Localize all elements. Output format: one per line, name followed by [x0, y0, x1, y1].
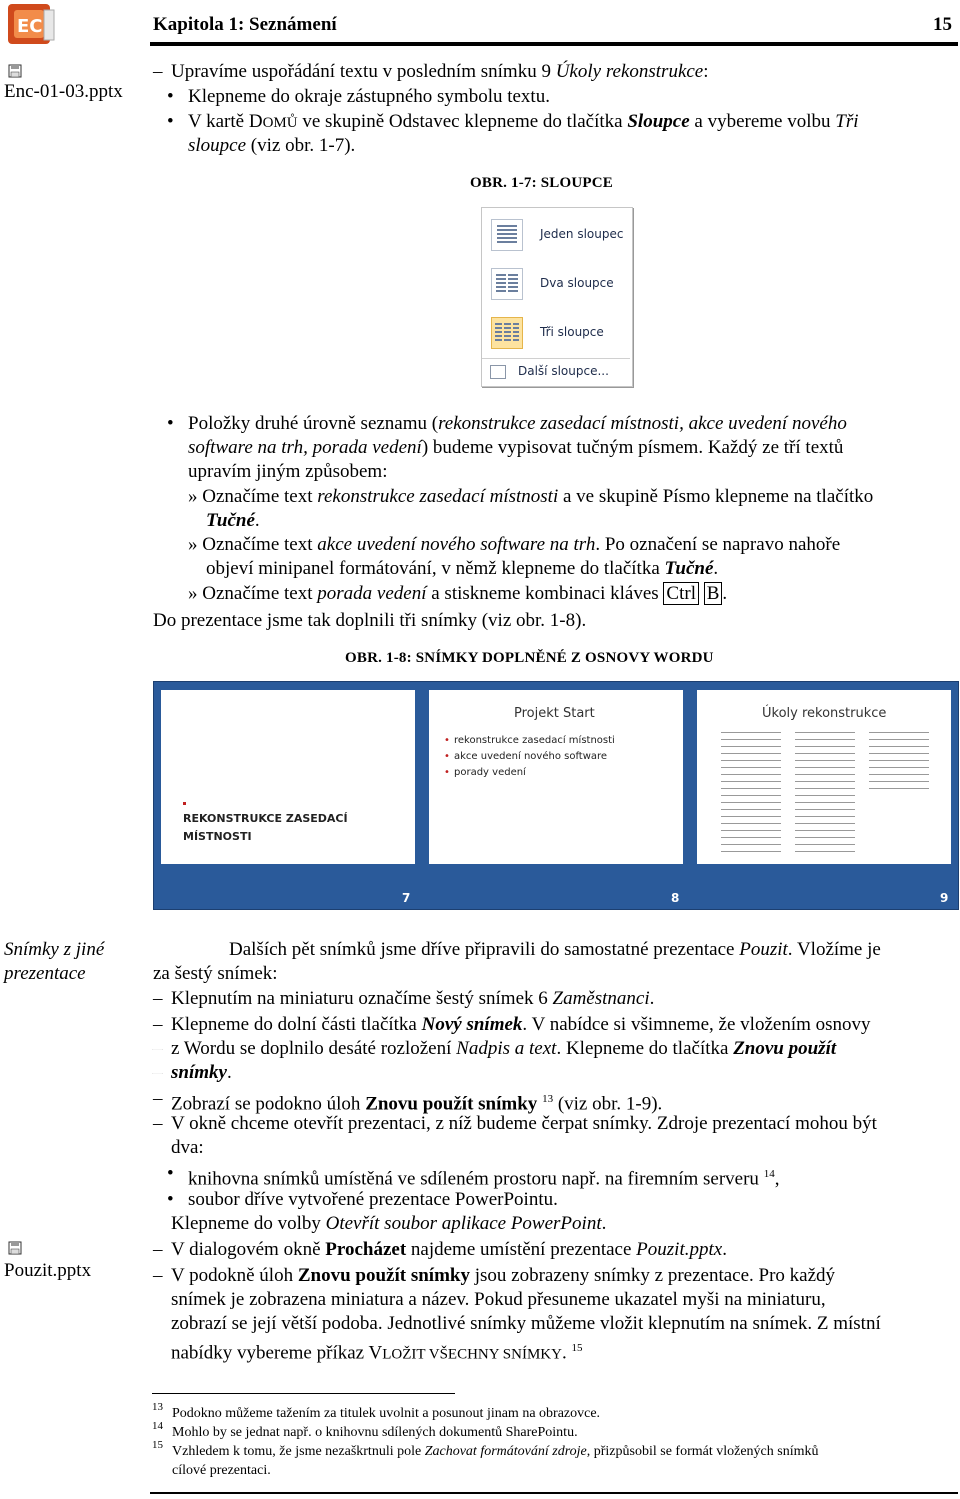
margin-file-name: Pouzit.pptx: [4, 1260, 92, 1281]
menu-item-two-columns[interactable]: [482, 263, 630, 303]
menu-item-label: Dva sloupce: [540, 276, 614, 290]
slide-sorter: [153, 681, 959, 910]
paragraph: – V okně chceme otevřít prezentaci, z níž budeme čerpat snímky. Zdroje prezentací mohou být: [153, 1112, 960, 1136]
one-column-icon: [491, 219, 523, 251]
paragraph: sloupce (viz obr. 1-7).: [188, 135, 356, 156]
columns-menu: [481, 207, 633, 387]
footnote-text: Mohlo by se jednat např. o knihovnu sdílených dokumentů SharePointu.: [172, 1425, 578, 1440]
slide-title: Projekt Start: [514, 706, 595, 721]
paragraph: • V kartě DOMŮ ve skupině Odstavec klepneme do tlačítka Sloupce a vybereme volbu Tři: [153, 110, 960, 135]
menu-item-label: Jeden sloupec: [540, 227, 624, 241]
page-number: 15: [933, 14, 952, 35]
slide-column-text: [869, 732, 929, 792]
footnote-text: Vzhledem k tomu, že jsme nezaškrtnuli pole Zachovat formátování zdroje, přizpůsobil se formát vložených snímků: [172, 1444, 819, 1459]
menu-item-label: Další sloupce...: [518, 364, 609, 378]
slide-thumbnail-9[interactable]: [697, 690, 951, 864]
paragraph: – Zobrazí se podokno úloh Znovu použít snímky $^{13}$ (viz obr. 1-9).: [153, 1087, 960, 1116]
slide-number: 9: [940, 891, 949, 905]
chapter-title: Kapitola 1: Seznámení: [153, 14, 337, 35]
paragraph: – – snímky.: [153, 1061, 960, 1085]
paragraph: Tučné.: [206, 510, 260, 531]
menu-divider: [482, 358, 630, 359]
bullet-marker: [183, 802, 186, 805]
disk-icon: [8, 1239, 22, 1261]
slide-bullet: • porady vedení: [454, 767, 526, 778]
paragraph: Do prezentace jsme tak doplnili tři snímky (viz obr. 1-8).: [153, 610, 587, 631]
margin-note: prezentace: [4, 963, 86, 984]
paragraph: Klepneme do volby Otevřít soubor aplikace PowerPoint.: [171, 1213, 607, 1234]
paragraph: » Označíme text akce uvedení nového software na trh. Po označení se napravo nahoře: [188, 534, 841, 555]
paragraph: • knihovna snímků umístěná ve sdíleném prostoru např. na firemním serveru $^{14}$,: [153, 1162, 960, 1191]
svg-text:EC: EC: [17, 16, 43, 37]
footnote-text: cílové prezentaci.: [172, 1463, 271, 1478]
slide-text: REKONSTRUKCE ZASEDACÍ: [183, 812, 348, 825]
paragraph: objeví minipanel formátování, v němž klepneme do tlačítka Tučné.: [206, 558, 719, 579]
margin-note: Snímky z jiné: [4, 939, 105, 960]
paragraph: – – z Wordu se doplnilo desáté rozložení Nadpis a text. Klepneme do tlačítka Znovu použít: [153, 1037, 960, 1061]
slide-title: Úkoly rekonstrukce: [762, 706, 887, 721]
paragraph: • Klepneme do okraje zástupného symbolu textu.: [153, 85, 960, 109]
header-rule: [150, 42, 958, 46]
menu-item-label: Tři sloupce: [540, 325, 604, 339]
paragraph: – Klepneme do dolní části tlačítka Nový snímek. V nabídce si všimneme, že vložením osnovy: [153, 1013, 960, 1037]
paragraph: – Upravíme uspořádání textu v posledním snímku 9 Úkoly rekonstrukce:: [153, 60, 960, 84]
app-logo-icon: [6, 2, 58, 48]
footnote-number: 14: [152, 1420, 163, 1432]
slide-column-text: [795, 732, 855, 852]
slide-thumbnail-7[interactable]: [161, 690, 415, 864]
footer-rule: [150, 1492, 958, 1494]
paragraph: upravím jiným způsobem:: [188, 461, 388, 482]
figure-caption: OBR. 1-8: SNÍMKY DOPLNĚNÉ Z OSNOVY WORDU: [345, 650, 714, 666]
footnote-number: 15: [152, 1439, 163, 1451]
paragraph: – V podokně úloh Znovu použít snímky jsou zobrazeny snímky z prezentace. Pro každý: [153, 1264, 960, 1288]
slide-column-text: [721, 732, 781, 852]
paragraph: • soubor dříve vytvořené prezentace PowerPointu.: [153, 1188, 960, 1212]
paragraph: dva:: [171, 1137, 204, 1158]
three-columns-icon: [491, 317, 523, 349]
paragraph: – Klepnutím na miniaturu označíme šestý snímek 6 Zaměstnanci.: [153, 987, 960, 1011]
slide-thumbnail-8[interactable]: [429, 690, 683, 864]
slide-number: 7: [402, 891, 411, 905]
menu-item-more-columns[interactable]: [482, 361, 630, 383]
paragraph: snímek je zobrazena miniatura a název. Pokud přesuneme ukazatel myši na miniaturu,: [171, 1289, 826, 1310]
footnote-number: 13: [152, 1401, 163, 1413]
footnote-rule: [152, 1393, 455, 1394]
paragraph: • Položky druhé úrovně seznamu (rekonstrukce zasedací místnosti, akce uvedení nového: [153, 412, 960, 436]
paragraph: zobrazí se její větší podoba. Jednotlivé snímky můžeme vložit klepnutím na snímek. Z místní: [171, 1313, 881, 1334]
more-columns-icon: [490, 365, 506, 379]
menu-item-one-column[interactable]: [482, 214, 630, 254]
slide-text: MÍSTNOSTI: [183, 830, 252, 843]
figure-caption: OBR. 1-7: SLOUPCE: [470, 175, 613, 191]
slide-number: 8: [671, 891, 680, 905]
paragraph: nabídky vybereme příkaz VLOŽIT VŠECHNY SNÍMKY. $^{15}$: [171, 1342, 583, 1364]
paragraph: za šestý snímek:: [153, 963, 278, 984]
paragraph: » Označíme text porada vedení a stiskneme kombinaci kláves Ctrl B .: [188, 583, 728, 604]
two-columns-icon: [491, 268, 523, 300]
slide-bullet: • akce uvedení nového software: [454, 751, 607, 762]
footnote-text: Podokno můžeme tažením za titulek uvolnit a posunout jinam na obrazovce.: [172, 1406, 601, 1421]
paragraph: Dalších pět snímků jsme dříve připravili do samostatné prezentace Pouzit. Vložíme je: [229, 939, 881, 960]
paragraph: – V dialogovém okně Procházet najdeme umístění prezentace Pouzit.pptx.: [153, 1238, 960, 1262]
slide-bullet: • rekonstrukce zasedací místnosti: [454, 735, 615, 746]
paragraph: software na trh, porada vedení) budeme vypisovat tučným písmem. Každý ze tří textů: [188, 437, 844, 458]
menu-item-three-columns[interactable]: [482, 312, 630, 352]
paragraph: » Označíme text rekonstrukce zasedací místnosti a ve skupině Písmo klepneme na tlačítko: [188, 486, 874, 507]
margin-file-name: Enc-01-03.pptx: [4, 81, 123, 102]
